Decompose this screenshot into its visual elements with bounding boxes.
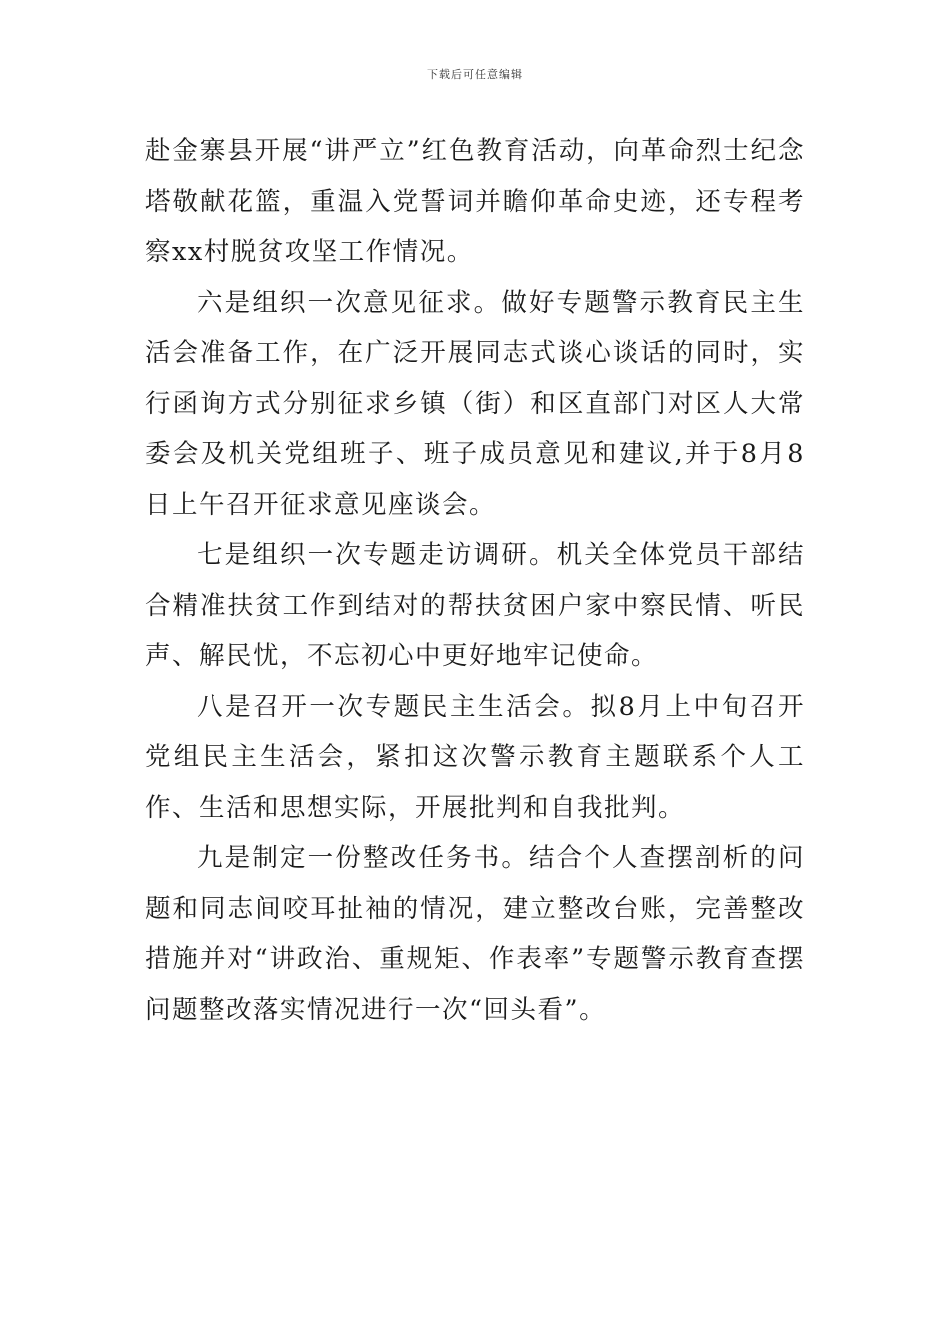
paragraph-5: 九是制定一份整改任务书。结合个人查摆剖析的问题和同志间咬耳扯袖的情况，建立整改台账，完善整改措施并对“讲政治、重规矩、作表率”专题警示教育查摆问题整改落实情况进行一次“回头看”。: [145, 843, 805, 1025]
document-body: [145, 126, 805, 1035]
paragraph-4: 八是召开一次专题民主生活会。拟8月上中旬召开党组民主生活会，紧扣这次警示教育主题联系个人工作、生活和思想实际，开展批判和自我批判。: [145, 691, 805, 823]
paragraph-2: 六是组织一次意见征求。做好专题警示教育民主生活会准备工作，在广泛开展同志式谈心谈话的同时，实行函询方式分别征求乡镇（街）和区直部门对区人大常委会及机关党组班子、班子成员意见和建议,并于8月8日上午召开征求意见座谈会。: [145, 287, 805, 520]
page-header: 下载后可任意编辑: [427, 68, 523, 81]
paragraph-1: 赴金寨县开展“讲严立”红色教育活动，向革命烈士纪念塔敬献花篮，重温入党誓词并瞻仰革命史迹，还专程考察xx村脱贫攻坚工作情况。: [145, 136, 805, 267]
paragraph-3: 七是组织一次专题走访调研。机关全体党员干部结合精准扶贫工作到结对的帮扶贫困户家中察民情、听民声、解民忧，不忘初心中更好地牢记使命。: [145, 540, 805, 671]
